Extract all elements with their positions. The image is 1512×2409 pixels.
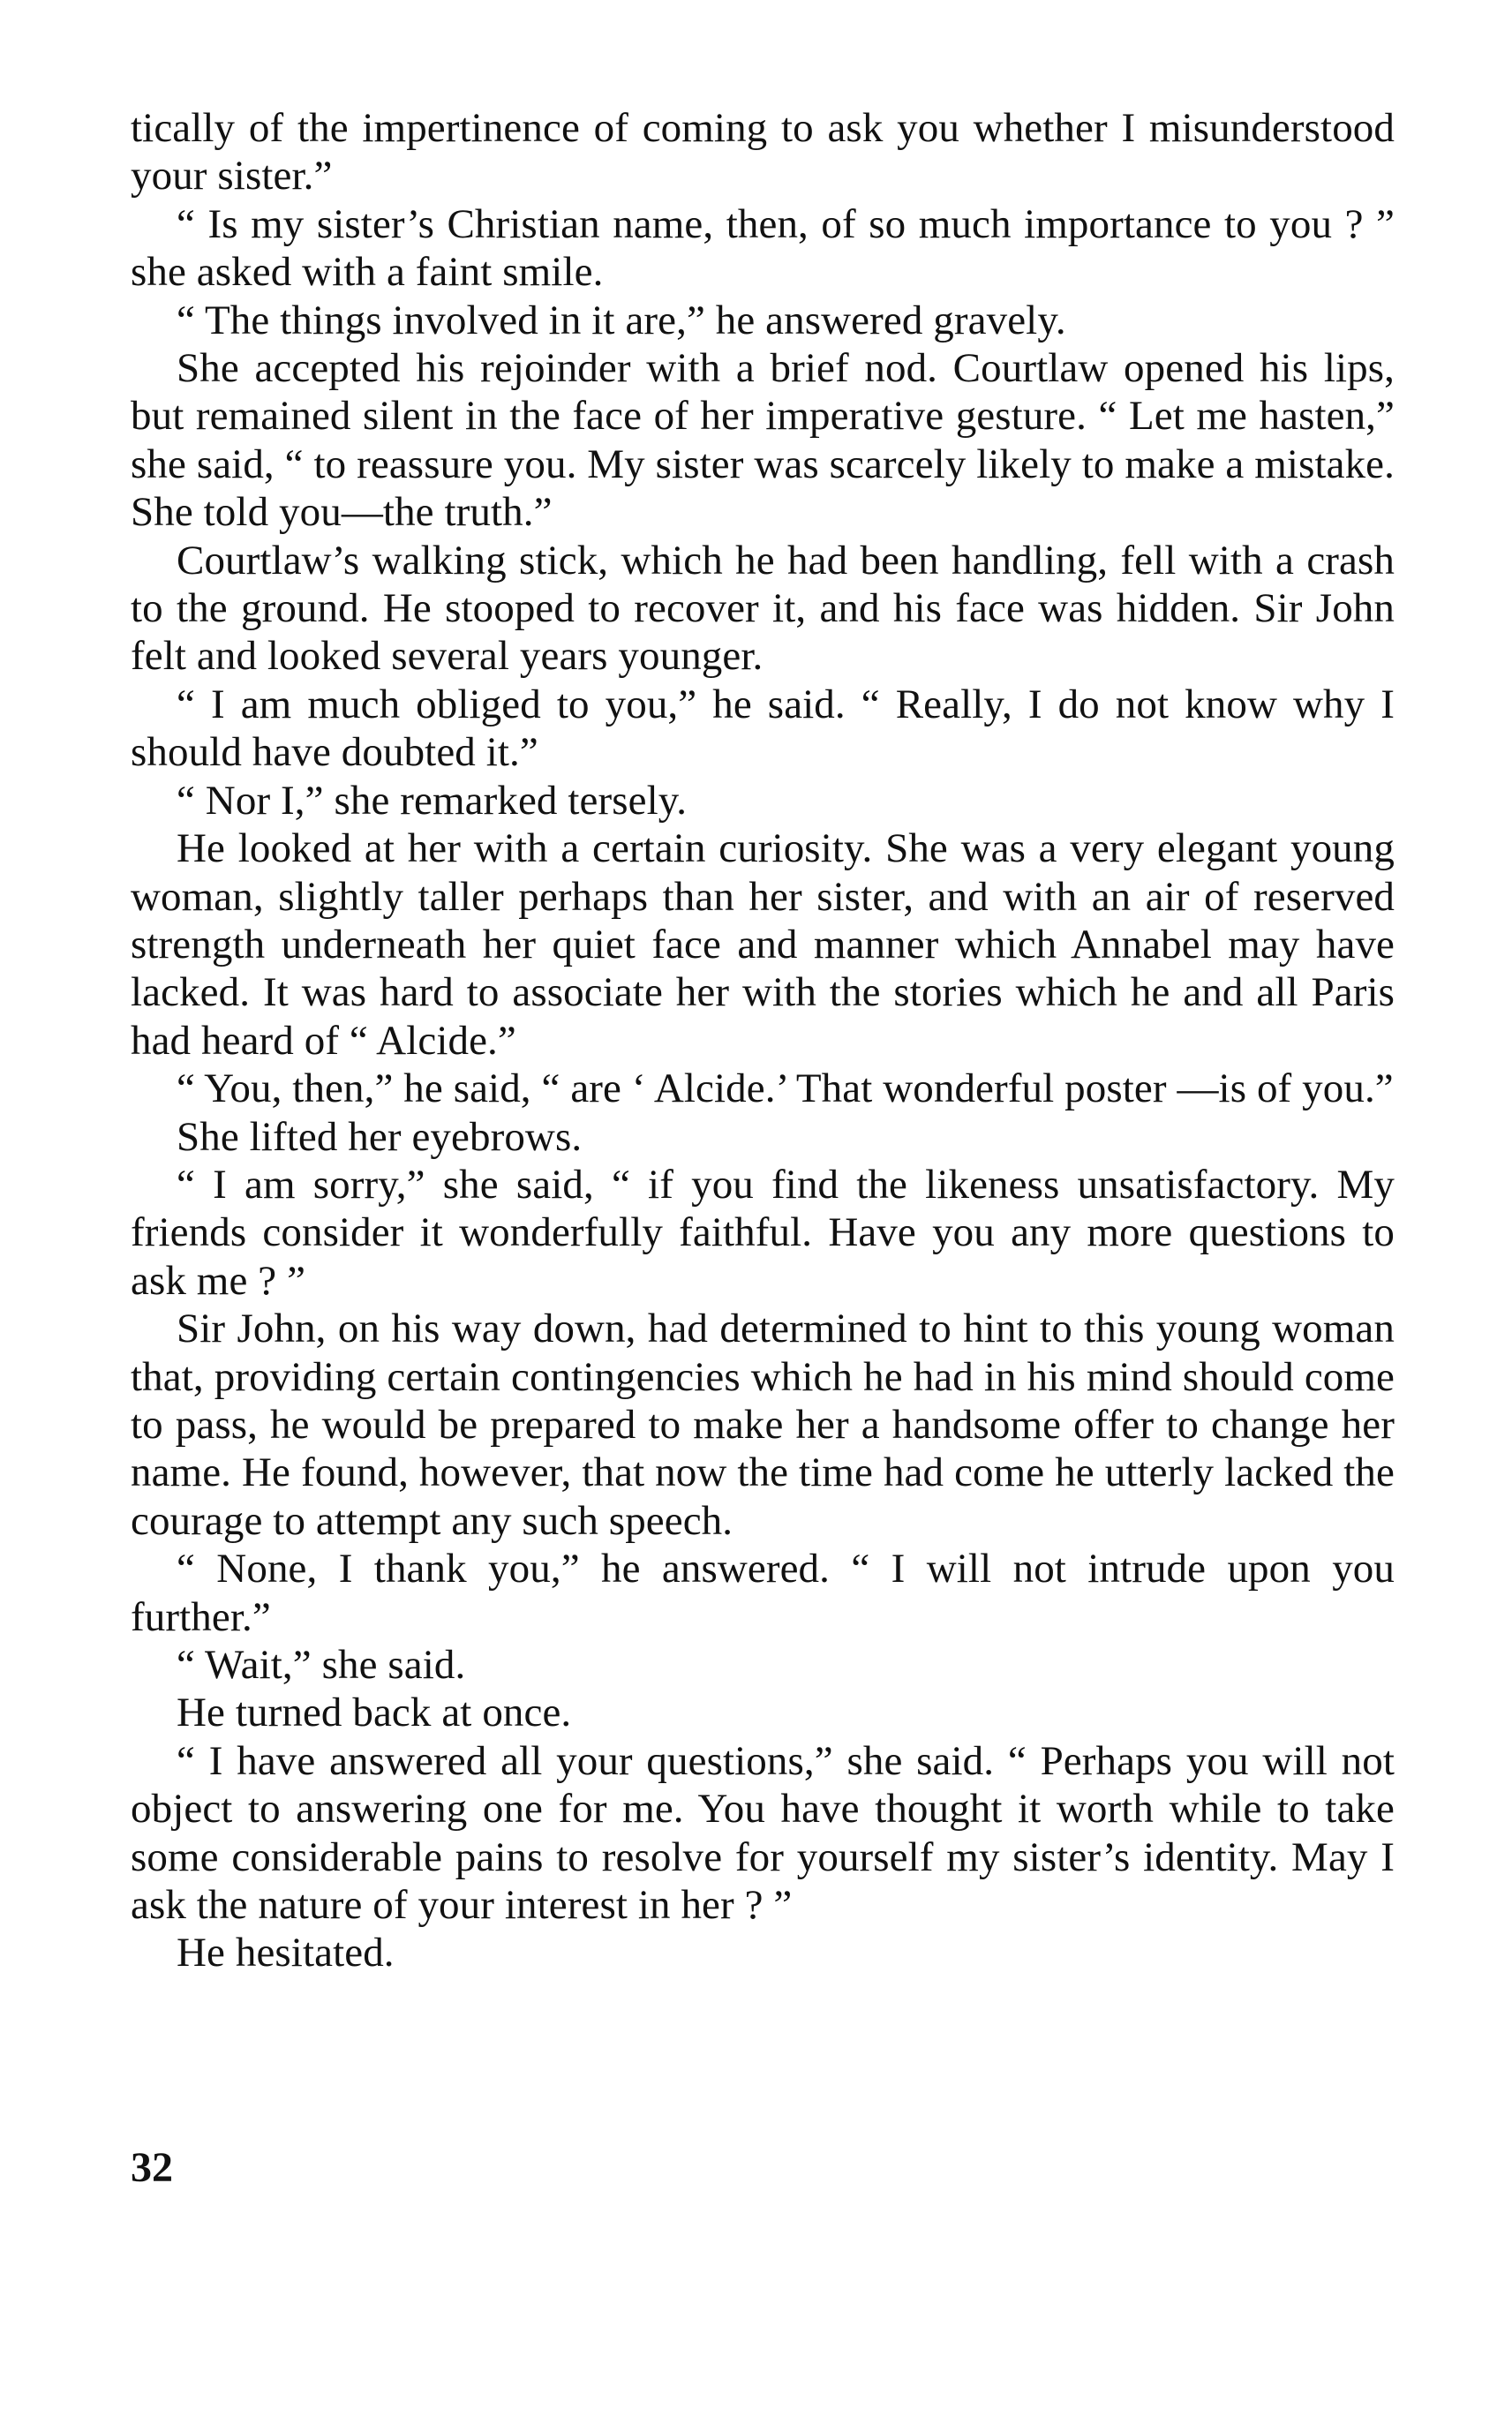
paragraph: “ The things involved in it are,” he answered gravely. xyxy=(177,297,1066,343)
paragraph: “ Is my sister’s Christian name, then, of so much importance to you ? ” she asked with a faint smile. xyxy=(131,200,1395,296)
paragraph: “ Wait,” she said. xyxy=(177,1642,466,1688)
paragraph: She lifted her eyebrows. xyxy=(177,1113,583,1160)
paragraph: “ I have answered all your questions,” she said. “ Perhaps you will not object to answering one for me. You have thought it worth while to take some considerable pains to resolve for yourself my sister’s identity. May I ask the nature of your interest in her ? ” xyxy=(131,1737,1395,1929)
paragraph: “ None, I thank you,” he answered. “ I will not intrude upon you further.” xyxy=(131,1546,1395,1640)
paragraph: “ I am sorry,” she said, “ if you find the likeness unsatisfactory. My friends consider it wonderfully faithful. Have you any more questions to ask me ? ” xyxy=(131,1161,1395,1304)
paragraph: Sir John, on his way down, had determined to hint to this young woman that, providing certain contingencies which he had in his mind should come to pass, he would be prepared to make her a handsome offer to change her name. He found, however, that now the time had come he utterly lacked the courage to attempt any such speech. xyxy=(131,1306,1395,1544)
paragraph: Courtlaw’s walking stick, which he had been handling, fell with a crash to the ground. He stooped to recover it, and his face was hidden. Sir John felt and looked several years younger. xyxy=(131,537,1395,680)
paragraph: “ I am much obliged to you,” he said. “ Really, I do not know why I should have doubted it.” xyxy=(131,681,1395,776)
paragraph: “ You, then,” he said, “ are ‘ Alcide.’ That wonderful poster —is of you.” xyxy=(177,1065,1394,1112)
body-text xyxy=(131,104,1395,1977)
paragraph: He looked at her with a certain curiosity. She was a very elegant young woman, slightly taller perhaps than her sister, and with an air of reserved strength underneath her quiet face and manner which Annabel may have lacked. It was hard to associate her with the stories which he and all Paris had heard of “ Alcide.” xyxy=(131,825,1395,1064)
paragraph: He turned back at once. xyxy=(177,1690,572,1736)
paragraph: She accepted his rejoinder with a brief nod. Courtlaw opened his lips, but remained silent in the face of her imperative gesture. “ Let me hasten,” she said, “ to reassure you. My sister was scarcely likely to make a mistake. She told you—the truth.” xyxy=(131,345,1395,536)
page-number: 32 xyxy=(131,2144,173,2191)
paragraph: tically of the impertinence of coming to ask you whether I misunderstood your sister.” xyxy=(131,105,1395,199)
paragraph: “ Nor I,” she remarked tersely. xyxy=(177,777,688,824)
paragraph: He hesitated. xyxy=(177,1930,395,1976)
